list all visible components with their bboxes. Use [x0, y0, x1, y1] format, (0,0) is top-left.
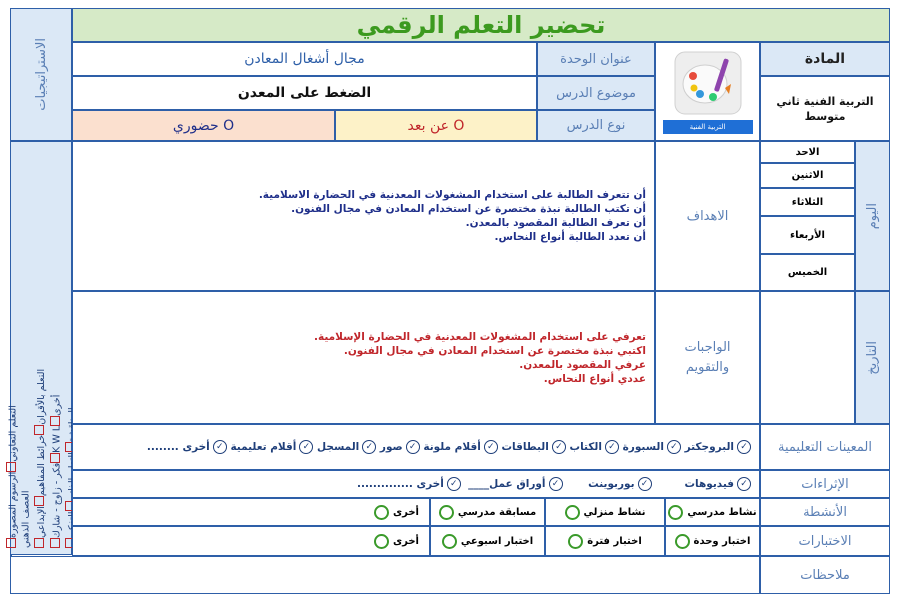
- enrichment-item[interactable]: ✓فيديوهات: [684, 477, 751, 491]
- homework-line: عددي أنواع النحاس.: [543, 372, 646, 385]
- lesson-type-in-person-option[interactable]: [72, 110, 335, 141]
- strategy-item: K W L: [51, 425, 62, 453]
- aid-item[interactable]: ✓أقلام تعليمية: [230, 440, 313, 454]
- strategy-item: العصف الذهني: [20, 490, 31, 548]
- strategies-header: [10, 8, 72, 141]
- activities-label-cell: [760, 498, 890, 526]
- homework-line: عرفي المقصود بالمعدن.: [519, 358, 646, 371]
- lesson-topic-value: الضغط على المعدن: [237, 85, 372, 101]
- notes-label-cell: [760, 556, 890, 594]
- tests-label-cell: [760, 526, 890, 556]
- strategy-item: فكر - زاوج - شارك: [51, 462, 62, 538]
- aid-item-label: المسجل: [317, 441, 360, 453]
- strategy-item: التعلم بالأقران: [35, 368, 47, 425]
- enrichment-item-label: بوربوينت: [588, 478, 635, 490]
- aid-item[interactable]: ✓الكتاب: [570, 440, 619, 454]
- subject-value-cell: [760, 76, 890, 141]
- enrichment-item-label: أوراق عمل: [489, 478, 546, 490]
- aid-item[interactable]: ✓السبورة: [623, 440, 681, 454]
- day-item-monday[interactable]: [760, 163, 855, 188]
- date-label-cell: [855, 291, 890, 424]
- objective-line: أن تكتب الطالبة نبذة مختصرة عن استخدام المعادن في مجال الفنون.: [291, 203, 646, 215]
- test-unit[interactable]: [665, 526, 760, 556]
- test-label: أخرى: [392, 535, 419, 547]
- aid-item-label: صور: [379, 441, 403, 453]
- page-title: [72, 8, 890, 42]
- aids-label-cell: [760, 424, 890, 470]
- aid-item[interactable]: ✓البروجكتر: [685, 440, 751, 454]
- activity-school[interactable]: [665, 498, 760, 526]
- enrichment-item-label: فيديوهات: [684, 478, 734, 490]
- day-item-label: الأربعاء: [790, 229, 825, 241]
- objectives-label: الاهداف: [686, 208, 729, 224]
- strategy-item: الرسوم المصورة: [7, 471, 18, 538]
- date-label: التاريخ: [865, 340, 880, 375]
- notes-label: ملاحظات: [800, 567, 850, 583]
- aid-item-label: أخرى ........: [146, 441, 210, 453]
- homework-label: الواجبات والتقويم: [684, 339, 731, 375]
- activities-label: الأنشطة: [803, 504, 847, 520]
- homework-label-cell: [655, 291, 760, 424]
- enrichment-item[interactable]: ✓أوراق عمل____: [468, 477, 562, 491]
- unit-value-cell: [72, 42, 537, 76]
- aid-item-label: البطاقات: [501, 441, 549, 453]
- enrichment-content: [72, 470, 760, 498]
- objectives-label-cell: [655, 141, 760, 291]
- activity-label: مسابقة مدرسي: [457, 506, 537, 518]
- activity-home[interactable]: [545, 498, 665, 526]
- enrichment-item[interactable]: ✓أخرى ..............: [357, 477, 461, 491]
- aid-item-label: السبورة: [622, 441, 664, 453]
- homework-line: اكتبي نبذة مختصرة عن استخدام المعادن في مجال الفنون.: [343, 344, 646, 357]
- aids-content: [72, 424, 760, 470]
- aid-item-label: البروجكتر: [684, 441, 734, 453]
- day-item-label: الثلاثاء: [791, 196, 824, 208]
- tests-label: الاختبارات: [798, 533, 852, 549]
- day-item-label: الخميس: [787, 267, 828, 278]
- day-item-sunday[interactable]: [760, 141, 855, 163]
- strategies-line-3: [32, 148, 48, 548]
- day-item-tuesday[interactable]: [760, 188, 855, 216]
- lesson-type-label: نوع الدرس: [566, 118, 626, 133]
- strategies-line-1: [4, 148, 20, 548]
- remote-option-label: عن بعد O: [407, 117, 465, 134]
- objectives-lines: [259, 188, 646, 244]
- test-other[interactable]: [72, 526, 430, 556]
- subject-image-caption-bar: التربية الفنية: [663, 120, 753, 134]
- homework-content: [72, 291, 655, 424]
- aid-item[interactable]: ✓أقلام ملونة: [423, 440, 497, 454]
- day-label: اليوم: [865, 202, 880, 230]
- strategies-list: [4, 148, 79, 548]
- strategies-label: الاستراتيجيات: [33, 38, 49, 111]
- unit-value: مجال أشغال المعادن: [244, 51, 365, 67]
- objectives-content: [72, 141, 655, 291]
- objective-line: أن تتعرف الطالبة على استخدام المشغولات المعدنية في الحضارة الاسلامية.: [258, 189, 646, 201]
- strategy-item: خرائط المفاهيم: [35, 434, 47, 497]
- strategies-line-4: [48, 148, 64, 548]
- day-item-label: الاحد: [795, 146, 820, 158]
- in-person-option-label: حضوري O: [172, 117, 235, 134]
- aid-item[interactable]: ✓صور: [380, 440, 420, 454]
- activity-other[interactable]: [72, 498, 430, 526]
- strategies-list-cell: [7, 141, 72, 555]
- objective-line: أن تعدد الطالبة أنواع النحاس.: [494, 231, 646, 243]
- test-term[interactable]: [545, 526, 665, 556]
- day-item-thursday[interactable]: [760, 254, 855, 291]
- activity-competition[interactable]: [430, 498, 545, 526]
- title-text: تحضير التعلم الرقمي: [356, 11, 606, 39]
- lesson-topic-label-cell: [537, 76, 655, 110]
- strategy-item: التعلم التعاوني: [7, 405, 18, 462]
- strategies-line-2: [19, 148, 32, 548]
- aid-item[interactable]: ✓المسجل: [317, 440, 376, 454]
- activity-label: أخرى: [392, 506, 419, 518]
- homework-lines: [314, 330, 646, 386]
- lesson-type-remote-option[interactable]: [335, 110, 537, 141]
- enrichment-label: الإثراءات: [801, 476, 849, 492]
- subject-label-cell: [760, 42, 890, 76]
- enrichment-item-label: أخرى ..............: [356, 478, 444, 490]
- test-weekly[interactable]: [430, 526, 545, 556]
- day-label-cell: [855, 141, 890, 291]
- date-value-cell[interactable]: [760, 291, 855, 424]
- subject-image-cell: [655, 42, 760, 141]
- day-item-label: الاثنين: [791, 170, 824, 181]
- activity-label: نشاط مدرسي: [687, 506, 757, 518]
- notes-content[interactable]: [10, 556, 760, 594]
- homework-line: تعرفي على استخدام المشغولات المعدنية في الحضارة الإسلامية.: [313, 330, 646, 343]
- subject-label: المادة: [804, 51, 846, 67]
- test-label: اختبار وحدة: [693, 535, 751, 547]
- unit-label-cell: [537, 42, 655, 76]
- test-label: اختبار فترة: [587, 535, 642, 547]
- enrichment-item[interactable]: ✓بوربوينت: [588, 477, 651, 491]
- aid-item[interactable]: ✓البطاقات: [501, 440, 565, 454]
- strategy-item: أخرى: [51, 394, 62, 416]
- activity-label: نشاط منزلي: [583, 506, 646, 518]
- day-item-wednesday[interactable]: [760, 216, 855, 254]
- palette-icon: [673, 50, 743, 116]
- unit-label: عنوان الوحدة: [560, 51, 632, 67]
- lesson-topic-value-cell: [72, 76, 537, 110]
- lesson-type-label-cell: [537, 110, 655, 141]
- aid-item-label: الكتاب: [569, 441, 602, 453]
- enrichment-label-cell: [760, 470, 890, 498]
- lesson-topic-label: موضوع الدرس: [556, 85, 636, 101]
- test-label: اختبار اسبوعي: [460, 535, 534, 547]
- aid-item-label: أقلام تعليمية: [230, 441, 297, 453]
- objective-line: أن تعرف الطالبة المقصود بالمعدن.: [465, 217, 646, 229]
- strategy-item: الإبداعي: [35, 506, 47, 538]
- aid-item-label: أقلام ملونة: [423, 441, 481, 453]
- aids-label: المعينات التعليمية: [778, 439, 872, 455]
- subject-value: التربية الفنية ثاني متوسط: [776, 94, 874, 123]
- aid-item[interactable]: ✓أخرى ........: [147, 440, 227, 454]
